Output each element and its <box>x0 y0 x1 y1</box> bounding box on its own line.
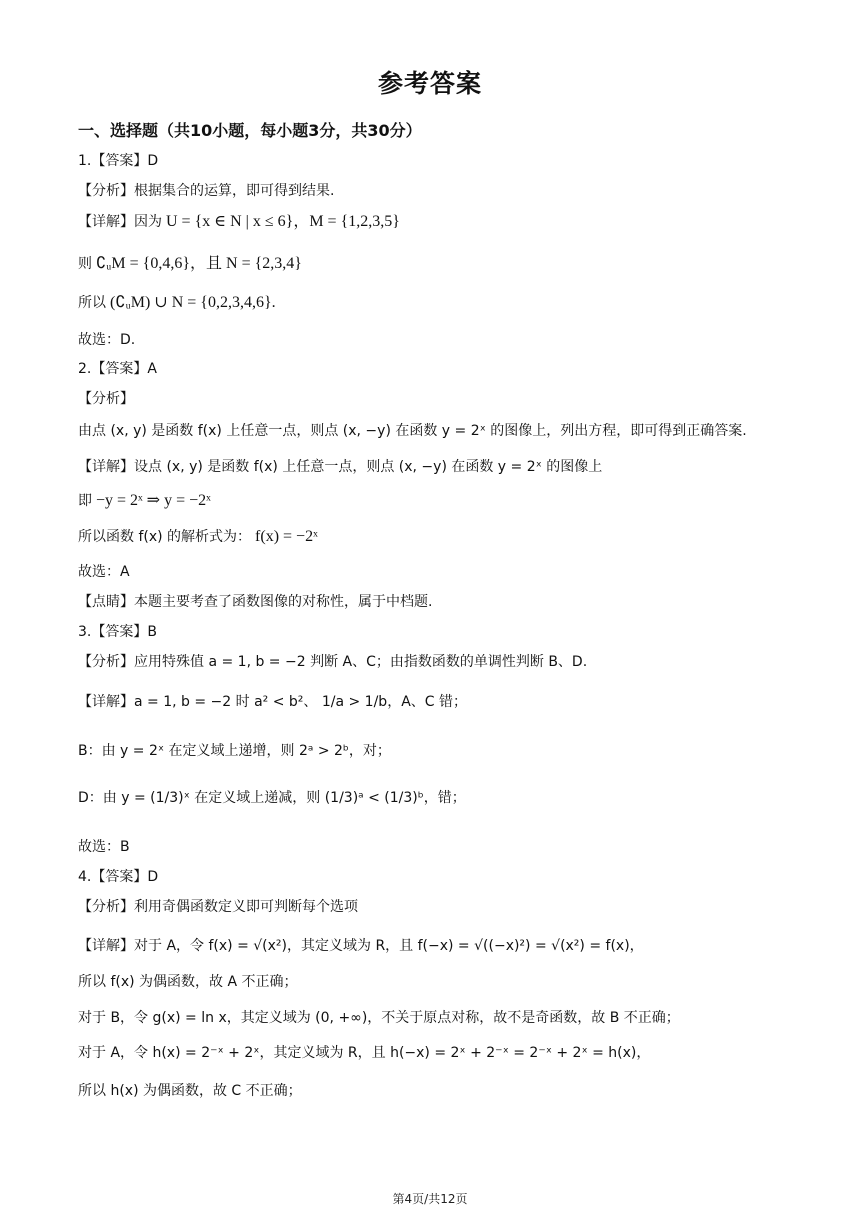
math-expression: ∁ᵤM = {0,4,6}，且 N = {2,3,4} <box>92 255 302 272</box>
text-line <box>78 181 334 201</box>
math-expression: U = {x ∈ N | x ≤ 6}，M = {1,2,3,5} <box>162 213 400 230</box>
text-line <box>78 867 158 887</box>
text-line <box>78 622 157 642</box>
text-line <box>78 212 400 232</box>
text-line <box>78 692 467 712</box>
section-heading: 一、选择题（共10小题，每小题3分，共30分） <box>78 121 422 140</box>
text-line <box>78 1008 680 1028</box>
math-expression: (∁ᵤM) ∪ N = {0,2,3,4,6}. <box>106 294 276 311</box>
text-line <box>78 151 158 171</box>
text-line <box>78 389 134 409</box>
line-text: 所以 h(x) 为偶函数，故 C 不正确； <box>78 1083 302 1099</box>
line-text: A <box>147 361 157 377</box>
line-prefix: 【点睛】 <box>78 594 134 610</box>
text-line <box>78 1043 650 1063</box>
line-text: 所以 f(x) 为偶函数，故 A 不正确； <box>78 974 298 990</box>
text-line <box>78 527 318 547</box>
line-text: B：由 y = 2ˣ 在定义域上递增，则 2ᵃ > 2ᵇ，对； <box>78 743 391 759</box>
line-text: 由点 (x, y) 是函数 f(x) 上任意一点，则点 (x, −y) 在函数 y = 2ˣ 的图像上，列出方程，即可得到正确答案. <box>78 423 747 439</box>
line-text: B <box>147 624 157 640</box>
text-line <box>78 788 466 808</box>
line-text: D：由 y = (1/3)ˣ 在定义域上递减，则 (1/3)ᵃ < (1/3)ᵇ，错； <box>78 790 466 806</box>
line-prefix: 1.【答案】 <box>78 153 148 169</box>
line-prefix: 【分析】 <box>78 391 134 407</box>
line-prefix: 3.【答案】 <box>78 624 148 640</box>
text-line <box>78 592 432 612</box>
text-line <box>78 421 747 441</box>
page-title: 参考答案 <box>377 69 482 98</box>
line-text: 所以函数 f(x) 的解析式为： <box>78 529 252 545</box>
line-text: 根据集合的运算，即可得到结果. <box>134 183 335 199</box>
line-prefix: 【分析】 <box>78 654 134 670</box>
line-prefix: 2.【答案】 <box>78 361 148 377</box>
line-text: 对于 A，令 f(x) = √(x²)，其定义域为 R，且 f(−x) = √((−x)²) = √(x²) = f(x)， <box>134 938 644 954</box>
text-line <box>78 254 302 274</box>
line-prefix: 【详解】 <box>78 459 134 475</box>
line-text: 所以 <box>78 295 106 311</box>
line-prefix: 【详解】 <box>78 694 134 710</box>
line-text: 故选：A <box>78 564 130 580</box>
line-prefix: 【详解】 <box>78 938 134 954</box>
line-prefix: 【分析】 <box>78 899 134 915</box>
math-expression: f(x) = −2ˣ <box>251 528 318 545</box>
line-text: D <box>147 153 159 169</box>
text-line <box>78 562 130 582</box>
line-text: 故选：B <box>78 839 130 855</box>
line-text: 对于 A，令 h(x) = 2⁻ˣ + 2ˣ，其定义域为 R，且 h(−x) = 2ˣ + 2⁻ˣ = 2⁻ˣ + 2ˣ = h(x)， <box>78 1045 651 1061</box>
text-line <box>78 330 135 350</box>
text-line <box>78 1081 302 1101</box>
line-prefix: 【详解】 <box>78 214 134 230</box>
line-text: 即 <box>78 493 92 509</box>
line-prefix: 4.【答案】 <box>78 869 148 885</box>
text-line <box>78 491 211 511</box>
line-text: 本题主要考查了函数图像的对称性，属于中档题. <box>134 594 433 610</box>
math-expression: −y = 2ˣ ⇒ y = −2ˣ <box>92 492 211 509</box>
page-footer: 第4页/共12页 <box>392 1192 468 1206</box>
text-line <box>78 972 298 992</box>
line-prefix: 【分析】 <box>78 183 134 199</box>
line-text: 利用奇偶函数定义即可判断每个选项 <box>134 899 358 915</box>
line-text: 故选：D. <box>78 332 136 348</box>
line-text: D <box>147 869 159 885</box>
text-line <box>78 359 157 379</box>
line-text: 则 <box>78 256 92 272</box>
line-text: 设点 (x, y) 是函数 f(x) 上任意一点，则点 (x, −y) 在函数 y = 2ˣ 的图像上 <box>134 459 603 475</box>
line-text: a = 1, b = −2 时 a² < b²、 1/a > 1/b，A、C 错； <box>134 694 467 710</box>
text-line <box>78 293 276 313</box>
text-line <box>78 457 602 477</box>
text-line <box>78 652 587 672</box>
line-text: 因为 <box>134 214 162 230</box>
line-text: 对于 B，令 g(x) = ln x，其定义域为 (0, +∞)，不关于原点对称，故不是奇函数，故 B 不正确； <box>78 1010 680 1026</box>
line-text: 应用特殊值 a = 1, b = −2 判断 A、C；由指数函数的单调性判断 B、D. <box>134 654 588 670</box>
text-line <box>78 741 391 761</box>
text-line <box>78 837 130 857</box>
text-line <box>78 897 358 917</box>
text-line <box>78 936 644 956</box>
